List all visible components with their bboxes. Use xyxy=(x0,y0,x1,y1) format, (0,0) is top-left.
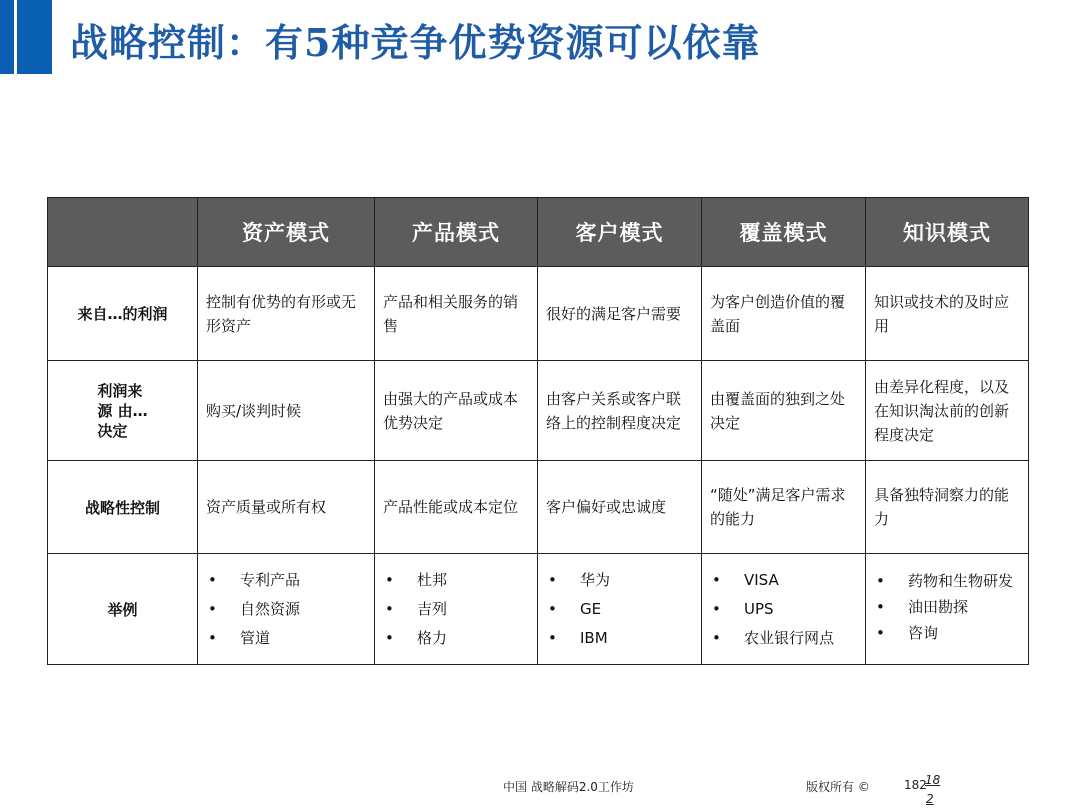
table-cell: 为客户创造价值的覆盖面 xyxy=(702,267,866,361)
page-title: 战略控制：有5种竞争优势资源可以依靠 xyxy=(70,20,761,65)
title-accent-bar xyxy=(0,0,52,74)
list-item: • 自然资源 xyxy=(206,595,366,624)
bullet-icon: • xyxy=(712,599,721,618)
table-cell: 很好的满足客户需要 xyxy=(538,267,702,361)
list-item: • 华为 xyxy=(546,566,693,595)
list-item: • GE xyxy=(546,595,693,624)
table-cell: 具备独特洞察力的能力 xyxy=(866,461,1029,554)
column-header: 资产模式 xyxy=(198,198,375,267)
example-list xyxy=(383,566,529,653)
column-header: 产品模式 xyxy=(375,198,538,267)
example-list xyxy=(710,566,857,653)
column-header: 覆盖模式 xyxy=(702,198,866,267)
list-item: • 油田勘探 xyxy=(876,598,969,616)
row-header: 举例 xyxy=(48,554,198,665)
list-item: • UPS xyxy=(710,595,857,624)
footer-copyright: 版权所有 © xyxy=(806,780,870,794)
bullet-icon: • xyxy=(208,599,217,618)
table-corner-cell xyxy=(48,198,198,267)
table-cell: 由客户关系或客户联络上的控制程度决定 xyxy=(538,361,702,461)
list-item: • VISA xyxy=(710,566,857,595)
list-item: • 专利产品 xyxy=(206,566,366,595)
row-header-line: 决定 xyxy=(97,421,128,440)
row-header xyxy=(48,361,198,461)
page-number-overlay: 18 xyxy=(925,773,941,787)
bullet-icon: • xyxy=(548,628,557,647)
column-header: 客户模式 xyxy=(538,198,702,267)
row-header-line: 利润来 xyxy=(97,381,143,400)
table-cell: 购买/谈判时候 xyxy=(198,361,375,461)
title-accent-stripe xyxy=(14,0,17,74)
table-cell: 由差异化程度，以及在知识淘汰前的创新程度决定 xyxy=(866,361,1029,461)
table-cell: 资产质量或所有权 xyxy=(198,461,375,554)
row-header: 战略性控制 xyxy=(48,461,198,554)
list-item: • 杜邦 xyxy=(383,566,529,595)
page-number-overlay-second-line: 2 xyxy=(926,792,934,806)
table-row-strategic-control xyxy=(48,461,1029,554)
bullet-icon: • xyxy=(548,570,557,589)
table-cell: “随处”满足客户需求的能力 xyxy=(702,461,866,554)
table-cell xyxy=(375,554,538,665)
example-list xyxy=(206,566,366,653)
bullet-icon: • xyxy=(385,599,394,618)
bullet-icon: • xyxy=(548,599,557,618)
table-row-profit-determinant xyxy=(48,361,1029,461)
table-header-row xyxy=(48,198,1029,267)
column-header: 知识模式 xyxy=(866,198,1029,267)
list-item: • 格力 xyxy=(383,624,529,653)
table-cell: 客户偏好或忠诚度 xyxy=(538,461,702,554)
page-number: 182 xyxy=(904,778,927,792)
bullet-icon: • xyxy=(208,628,217,647)
list-item: • 农业银行网点 xyxy=(710,624,857,653)
example-list xyxy=(874,570,1020,644)
table-cell: 知识或技术的及时应用 xyxy=(866,267,1029,361)
list-item: • 管道 xyxy=(206,624,366,653)
list-item: • 吉列 xyxy=(383,595,529,624)
row-header: 来自…的利润 xyxy=(48,267,198,361)
list-item: • 药物和生物研发 xyxy=(876,572,1014,590)
table-cell xyxy=(866,554,1029,665)
bullet-icon: • xyxy=(876,598,885,616)
list-item: • IBM xyxy=(546,624,693,653)
example-list xyxy=(546,566,693,653)
table-cell xyxy=(198,554,375,665)
bullet-icon: • xyxy=(208,570,217,589)
row-header-line: 源 由… xyxy=(97,401,148,420)
bullet-icon: • xyxy=(876,572,885,590)
table-cell: 控制有优势的有形或无形资产 xyxy=(198,267,375,361)
table-row-examples xyxy=(48,554,1029,665)
table-row-profit-source xyxy=(48,267,1029,361)
table-cell xyxy=(702,554,866,665)
bullet-icon: • xyxy=(712,570,721,589)
footer-org: 中国 战略解码2.0工作坊 xyxy=(503,780,634,794)
table-cell: 由覆盖面的独到之处决定 xyxy=(702,361,866,461)
bullet-icon: • xyxy=(385,628,394,647)
list-item: • 咨询 xyxy=(876,624,939,642)
bullet-icon: • xyxy=(712,628,721,647)
strategy-table xyxy=(47,197,1029,665)
table-cell xyxy=(538,554,702,665)
bullet-icon: • xyxy=(876,624,885,642)
table-cell: 产品和相关服务的销售 xyxy=(375,267,538,361)
table-cell: 产品性能或成本定位 xyxy=(375,461,538,554)
table-cell: 由强大的产品或成本优势决定 xyxy=(375,361,538,461)
bullet-icon: • xyxy=(385,570,394,589)
